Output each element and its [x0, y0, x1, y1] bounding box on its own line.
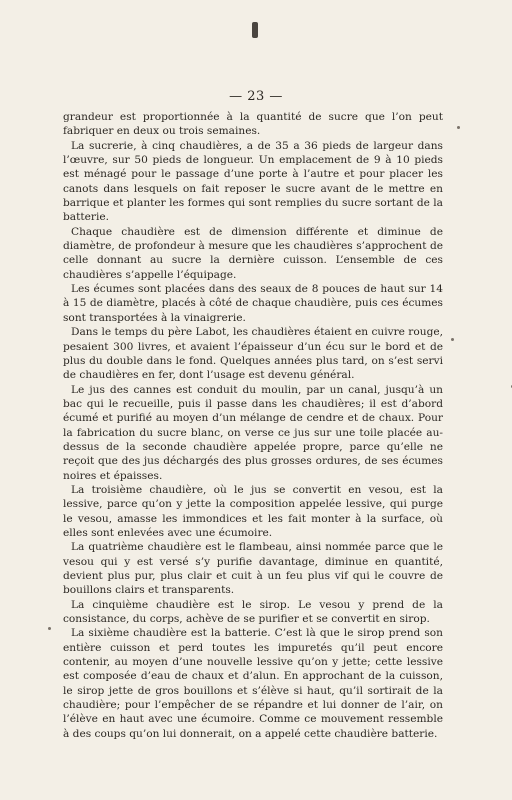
page-number: — 23 — [229, 89, 283, 104]
paragraph: Dans le temps du père Labot, les chaudières étaient en cuivre rouge, pesaient 300 livres, et avaient l’épaisseur d’un écu sur le bord et de plus du double dans le fond. Quelques années plus tard, on s’est servi de chaudières en fer, dont l’usage est devenu général. [63, 326, 443, 382]
paragraph: La cinquième chaudière est le sirop. Le vesou y prend de la consistance, du corps, achève de se purifier et se convertit en sirop. [63, 598, 443, 626]
paper-speck [457, 126, 460, 129]
paragraph: grandeur est proportionnée à la quantité de sucre que l’on peut fabriquer en deux ou trois semaines. [63, 111, 443, 138]
paragraph: La sucrerie, à cinq chaudières, a de 35 a 36 pieds de largeur dans l’œuvre, sur 50 pieds de longueur. Un emplacement de 9 à 10 pieds est ménagé pour le passage d’une porte à l’autre et pour placer les canots dans lesquels on fait reposer le sucre avant de le mettre en barrique et planter les formes qui sont remplies du sucre sortant de la batterie. [63, 139, 443, 224]
ink-mark [252, 22, 258, 38]
paragraph: Le jus des cannes est conduit du moulin, par un canal, jusqu’à un bac qui le recueille, puis il passe dans les chaudières; il est d’abord écumé et purifié au moyen d’un mélange de cendre et de chaux. Pour la fabrication du sucre blanc, on verse ce jus sur une toile placée au-dessus de la seconde chaudière appelée propre, parce qu’elle ne reçoit que des jus déchargés des plus grosses ordures, de ses écumes noires et épaisses. [63, 383, 443, 482]
paper-speck [48, 627, 51, 630]
paper-speck [451, 338, 454, 341]
paragraph: Chaque chaudière est de dimension différente et diminue de diamètre, de profondeur à mesure que les chaudières s’approchent de celle donnant au sucre la dernière cuisson. L’ensemble de ces chaudières s’appelle l’équipage. [63, 225, 443, 281]
paragraph: La troisième chaudière, où le jus se convertit en vesou, est la lessive, parce qu’on y jette la composition appelée lessive, qui purge le vesou, amasse les immondices et les fait monter à la surface, où elles sont enlevées avec une écumoire. [63, 483, 443, 539]
paragraph: Les écumes sont placées dans des seaux de 8 pouces de haut sur 14 à 15 de diamètre, placés à côté de chaque chaudière, puis ces écumes sont transportées à la vinaigrerie. [63, 283, 443, 324]
body-text [63, 110, 443, 741]
paragraph: La sixième chaudière est la batterie. C’est là que le sirop prend son entière cuisson et perd toutes les impuretés qu’il peut encore contenir, au moyen d’une nouvelle lessive qu’on y jette; cette lessive est composée d’eau de chaux et d’alun. En approchant de la cuisson, le sirop jette de gros bouillons et s’élève si haut, qu’il sortirait de la chaudière; pour l’empêcher de se répandre et lui donner de l’air, on l’élève en haut avec une écumoire. Comme ce mouvement ressemble à des coups qu’on lui donnerait, on a appelé cette chaudière batterie. [63, 627, 443, 740]
paragraph: La quatrième chaudière est le flambeau, ainsi nommée parce que le vesou qui y est versé s’y purifie davantage, diminue en quantité, devient plus pur, plus clair et cuit à un feu plus vif qui le couvre de bouillons clairs et transparents. [63, 541, 443, 597]
